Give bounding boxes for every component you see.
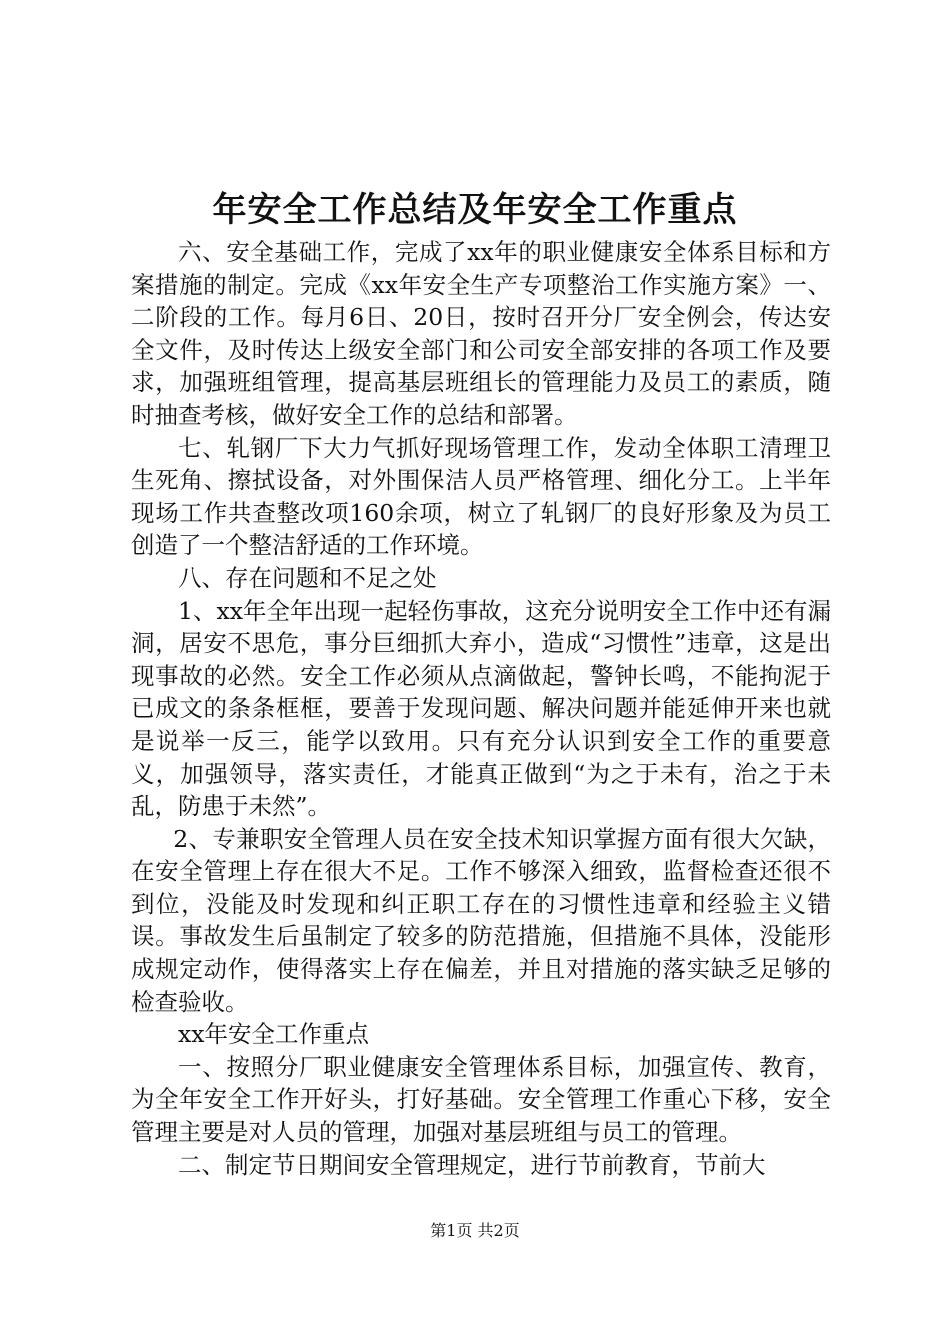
page-number-footer: 第1页 共2页 (430, 1221, 520, 1240)
paragraph-key-point-2: 二、制定节日期间安全管理规定，进行节前教育，节前大 (178, 1150, 766, 1179)
paragraph-problem-2: 2、专兼职安全管理人员在安全技术知识掌握方面有很大欠缺，在安全管理上存在很大不足。工作不够深入细致，监督检查还很不到位，没能及时发现和纠正职工存在的习惯性违章和经验主义错误。事故发生后虽制定了较多的防范措施，但措施不具体，没能形成规定动作，使得落实上存在偏差，并且对措施的落实缺乏足够的检查验收。 (131, 824, 831, 1016)
paragraph-problem-1: 1、xx年全年出现一起轻伤事故，这充分说明安全工作中还有漏洞，居安不思危，事分巨细抓大弃小，造成“习惯性”违章，这是出现事故的必然。安全工作必须从点滴做起，警钟长鸣，不能拘泥于已成文的条条框框，要善于发现问题、解决问题并能延伸开来也就是说举一反三，能学以致用。只有充分认识到安全工作的重要意义，加强领导，落实责任，才能真正做到“为之于未有，治之于未乱，防患于未然”。 (131, 596, 831, 821)
paragraph-key-point-1: 一、按照分厂职业健康安全管理体系目标，加强宣传、教育，为全年安全工作开好头，打好基础。安全管理工作重心下移，安全管理主要是对人员的管理，加强对基层班组与员工的管理。 (131, 1052, 831, 1147)
paragraph-site-management: 七、轧钢厂下大力气抓好现场管理工作，发动全体职工清理卫生死角、擦拭设备，对外围保洁人员严格管理、细化分工。上半年现场工作共查整改项160余项，树立了轧钢厂的良好形象及为员工创造了一个整洁舒适的工作环境。 (131, 433, 831, 560)
section-heading-problems: 八、存在问题和不足之处 (178, 563, 437, 592)
section-heading-key-points: xx年安全工作重点 (178, 1020, 370, 1049)
paragraph-safety-foundation: 六、安全基础工作，完成了xx年的职业健康安全体系目标和方案措施的制定。完成《xx年安全生产专项整治工作实施方案》一、二阶段的工作。每月6日、20日，按时召开分厂安全例会，传达安全文件，及时传达上级安全部门和公司安全部安排的各项工作及要求，加强班组管理，提高基层班组长的管理能力及员工的素质，随时抽查考核，做好安全工作的总结和部署。 (131, 238, 831, 429)
document-body (131, 236, 831, 1181)
document-title: 年安全工作总结及年安全工作重点 (212, 190, 738, 230)
